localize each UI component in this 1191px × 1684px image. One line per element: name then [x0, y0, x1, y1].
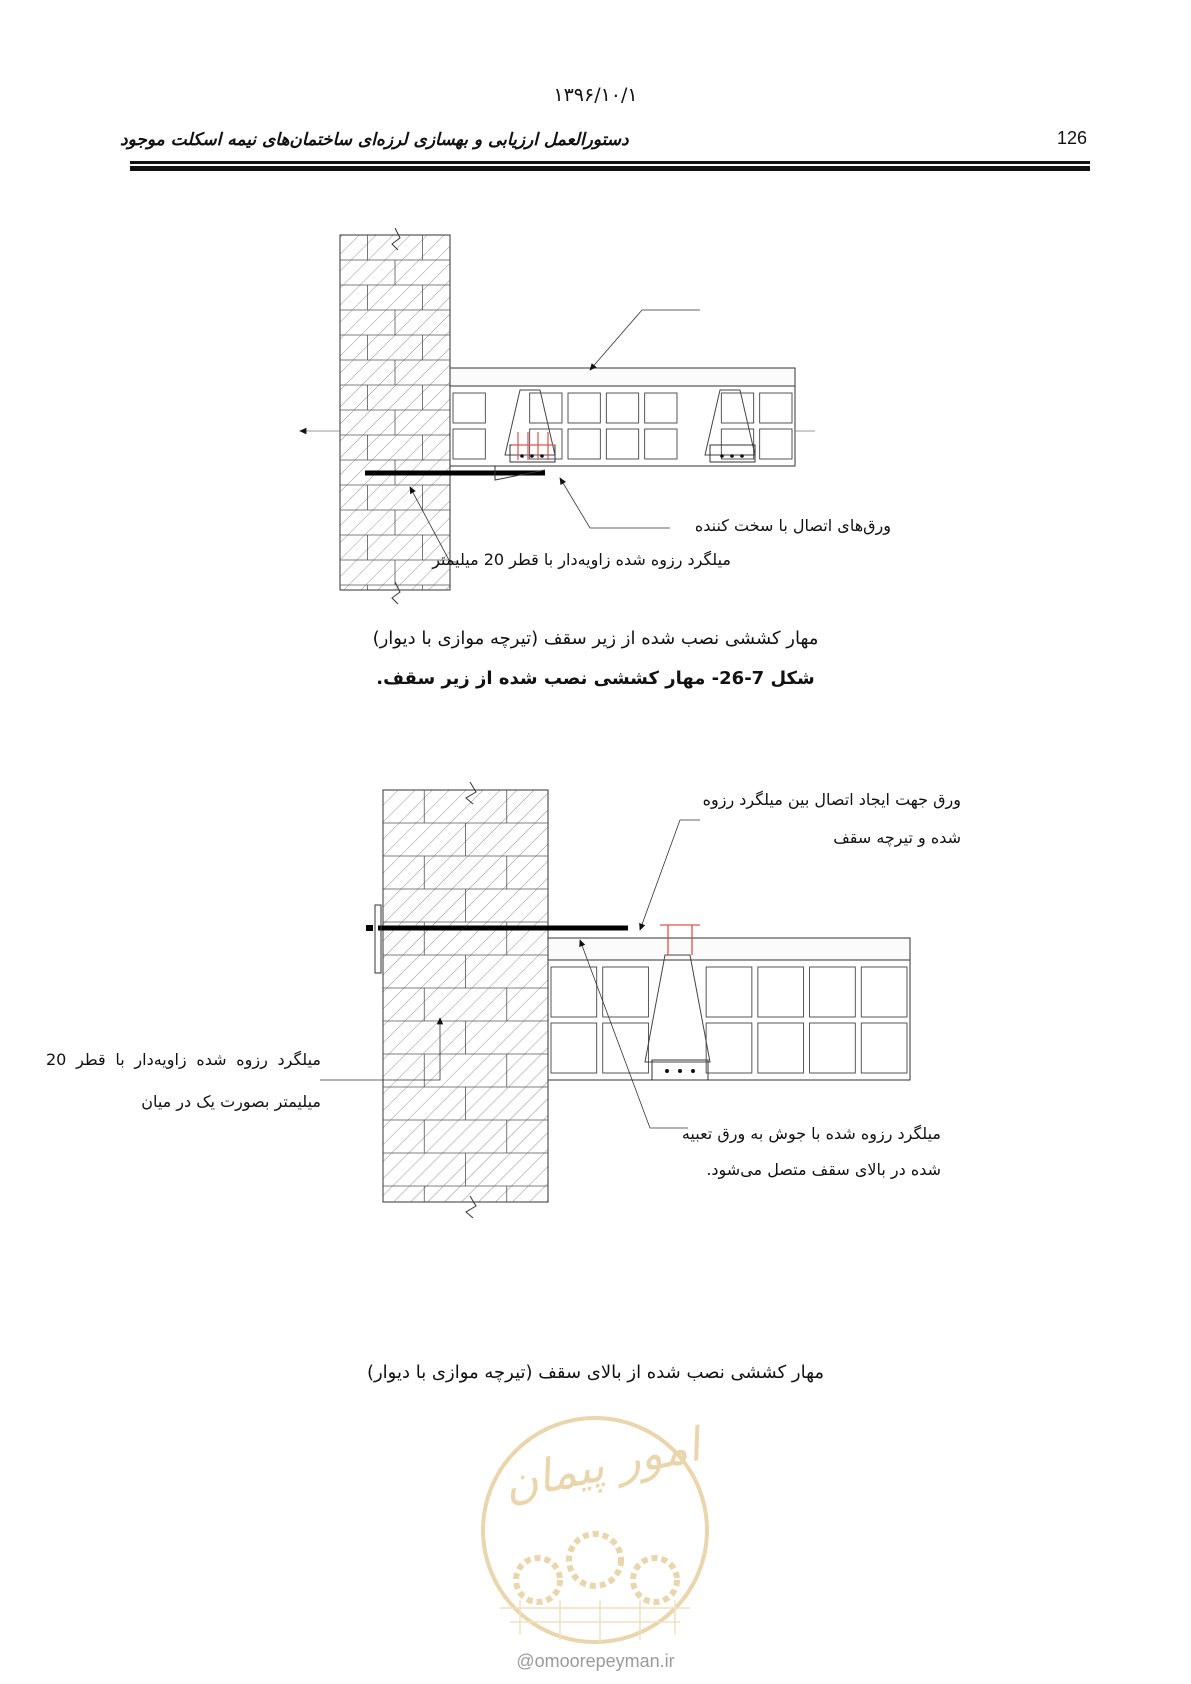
figure2-label-rod-line2: میلیمتر بصورت یک در میان	[141, 1092, 321, 1111]
figure2-label-plate-line1: ورق جهت ایجاد اتصال بین میلگرد رزوه	[702, 790, 961, 809]
header-date: ۱۳۹۶/۱۰/۱	[553, 84, 638, 106]
figure2-label-plate-line2: شده و تیرچه سقف	[833, 828, 961, 847]
figure1-subcaption: مهار کششی نصب شده از زیر سقف (تیرچه موازی با دیوار)	[372, 628, 819, 649]
header-title: دستورالعمل ارزیابی و بهسازی لرزه‌ای ساختمان‌های نیمه اسکلت موجود	[120, 130, 629, 150]
watermark-url: @omoorepeyman.ir	[516, 1651, 675, 1671]
figure2-label-weld-line2: شده در بالای سقف متصل می‌شود.	[706, 1160, 941, 1179]
figure2-drawing	[320, 782, 910, 1218]
figure2-label-rod-line1: میلگرد رزوه شده زاویه‌دار با قطر 20	[46, 1050, 321, 1069]
page-number: 126	[1056, 128, 1087, 148]
figure2-subcaption: مهار کششی نصب شده از بالای سقف (تیرچه موازی با دیوار)	[366, 1362, 825, 1383]
figure1-slab-topping	[450, 368, 795, 386]
watermark-logo-text: امور پیمان	[498, 1417, 705, 1512]
figure2-slab-topping	[548, 938, 910, 960]
figure2-label-weld-line1: میلگرد رزوه شده با جوش به ورق تعبیه	[681, 1124, 941, 1143]
watermark-logo	[483, 1416, 710, 1642]
figure1-caption: شکل 7-26- مهار کششی نصب شده از زیر سقف.	[376, 668, 815, 689]
figure1-slab-body	[450, 386, 795, 466]
figure1-label-rod: میلگرد رزوه شده زاویه‌دار با قطر 20 میلیمتر	[432, 550, 731, 569]
figure1-label-plates: ورق‌های اتصال با سخت کننده	[694, 516, 891, 535]
figure1-drawing	[300, 228, 815, 604]
